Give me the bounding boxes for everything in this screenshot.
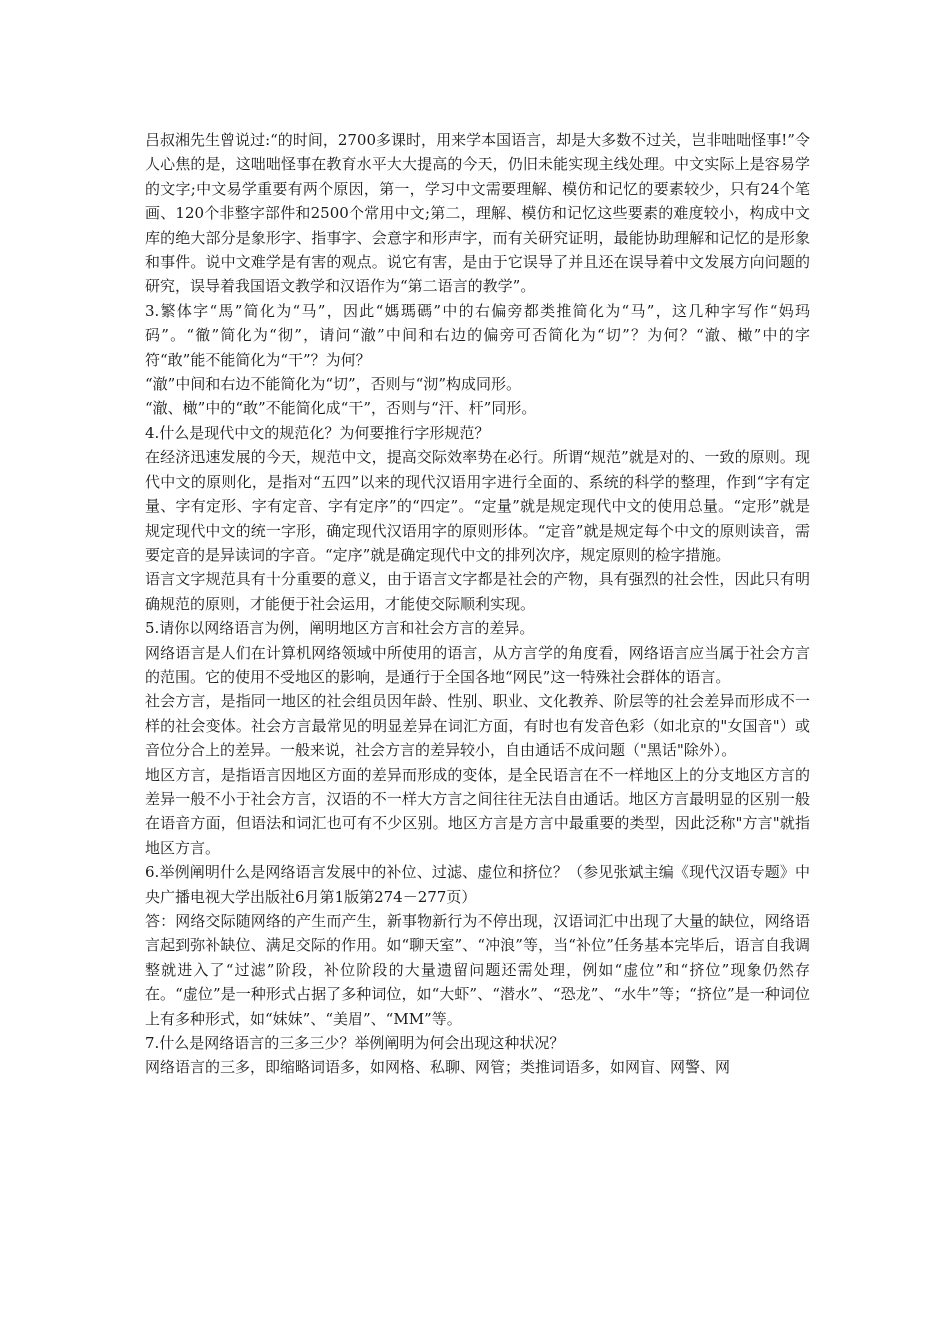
answer-5-part-2: 社会方言，是指同一地区的社会组员因年龄、性别、职业、文化教养、阶层等的社会差异而形成不一样的社会变体。社会方言最常见的明显差异在词汇方面，有时也有发音色彩（如北京的"女国音"）或音位分合上的差异。一般来说，社会方言的差异较小，自由通话不成问题（"黑话"除外）。 [145,692,810,760]
answer-4-part-2: 语言文字规范具有十分重要的意义，由于语言文字都是社会的产物，具有强烈的社会性，因此只有明确规范的原则，才能便于社会运用，才能使交际顺利实现。 [145,570,810,613]
answer-5-part-3: 地区方言，是指语言因地区方面的差异而形成的变体，是全民语言在不一样地区上的分支地区方言的差异一般不小于社会方言，汉语的不一样大方言之间往往无法自由通话。地区方言最明显的区别一般在语音方面，但语法和词汇也可有不少区别。地区方言是方言中最重要的类型，因此泛称"方言"就指地区方言。 [145,765,810,857]
document-body [145,128,810,1080]
answer-7: 网络语言的三多，即缩略词语多，如网格、私聊、网管；类推词语多，如网盲、网警、网 [145,1058,731,1077]
paragraph-intro: 吕叔湘先生曾说过:“的时间，2700多课时，用来学本国语言，却是大多数不过关，岂非咄咄怪事!”令人心焦的是，这咄咄怪事在教育水平大大提高的今天，仍旧未能实现主线处理。中文实际上是容易学的文字;中文易学重要有两个原因，第一，学习中文需要理解、模仿和记忆的要素较少，只有24个笔画、120个非整字部件和2500个常用中文;第二，理解、模仿和记忆这些要素的难度较小，构成中文库的绝大部分是象形字、指事字、会意字和形声字，而有关研究证明，最能协助理解和记忆的是形象和事件。说中文难学是有害的观点。说它有害，是由于它误导了并且还在误导着中文发展方向问题的研究，误导着我国语文教学和汉语作为“第二语言的教学”。 [145,131,810,296]
answer-6: 答：网络交际随网络的产生而产生，新事物新行为不停出现，汉语词汇中出现了大量的缺位，网络语言起到弥补缺位、满足交际的作用。如“聊天室”、“冲浪”等，当“补位”任务基本完毕后，语言自我调整就进入了“过滤”阶段，补位阶段的大量遗留问题还需处理，例如“虚位”和“挤位”现象仍然存在。“虚位”是一种形式占据了多种词位，如“大虾”、“潜水”、“恐龙”、“水牛”等；“挤位”是一种词位上有多种形式，如“妹妹”、“美眉”、“MM”等。 [145,912,810,1028]
answer-5-part-1: 网络语言是人们在计算机网络领域中所使用的语言，从方言学的角度看，网络语言应当属于社会方言的范围。它的使用不受地区的影响，是通行于全国各地“网民”这一特殊社会群体的语言。 [145,643,810,686]
question-3: 3.繁体字“馬”简化为“马”，因此“媽瑪碼”中的右偏旁都类推简化为“马”，这几种字写作“妈玛码”。“徹”简化为“彻”，请问“澈”中间和右边的偏旁可否简化为“切”？为何？“澈、橄”中的字符“敢”能不能简化为“干”？为何？ [145,301,810,369]
answer-4-part-1: 在经济迅速发展的今天，规范中文，提高交际效率势在必行。所谓“规范”就是对的、一致的原则。现代中文的原则化，是指对“五四”以来的现代汉语用字进行全面的、系统的科学的整理，作到“字有定量、字有定形、字有定音、字有定序”的“四定”。“定量”就是规定现代中文的使用总量。“定形”就是规定现代中文的统一字形，确定现代汉语用字的原则形体。“定音”就是规定每个中文的原则读音，需要定音的是异读词的字音。“定序”就是确定现代中文的排列次序，规定原则的检字措施。 [145,448,810,564]
question-4: 4.什么是现代中文的规范化？为何要推行字形规范？ [145,423,490,442]
question-5: 5.请你以网络语言为例，阐明地区方言和社会方言的差异。 [145,619,535,638]
answer-3-part-2: “澈、橄”中的“敢”不能简化成“干”，否则与“汗、杆”同形。 [145,399,537,418]
question-6: 6.举例阐明什么是网络语言发展中的补位、过滤、虚位和挤位？（参见张斌主编《现代汉语专题》中央广播电视大学出版社6月第1版第274－277页） [145,863,810,906]
question-7: 7.什么是网络语言的三多三少？举例阐明为何会出现这种状况？ [145,1034,565,1053]
answer-3-part-1: “澈”中间和右边不能简化为“切”，否则与“沏”构成同形。 [145,375,522,394]
